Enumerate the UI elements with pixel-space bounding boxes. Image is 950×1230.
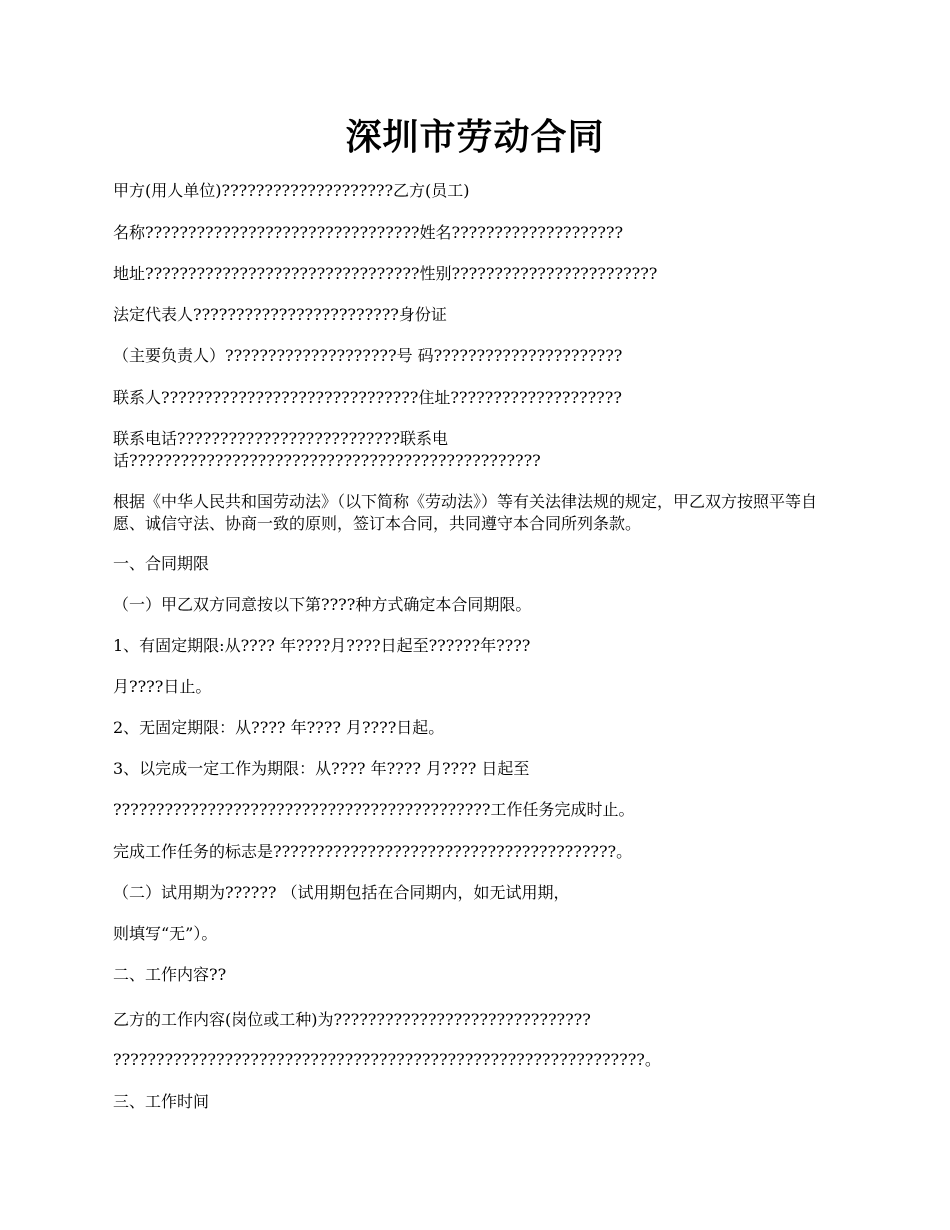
- section-heading-term: 一、合同期限: [113, 554, 210, 573]
- contact-person-line: 联系人??????????????????????????????住址????????????????????: [113, 388, 622, 407]
- legal-representative-line: 法定代表人????????????????????????身份证: [113, 305, 447, 324]
- address-line: 地址????????????????????????????????性别????????????????????????: [113, 264, 658, 283]
- work-content-line-end: ??????????????????????????????????????????????????????????????。: [113, 1050, 661, 1069]
- section-heading-work-time: 三、工作时间: [113, 1092, 210, 1111]
- party-header-line: 甲方(用人单位)????????????????????乙方(员工): [113, 181, 470, 200]
- task-term-line: 3、以完成一定工作为期限：从???? 年???? 月???? 日起至: [113, 759, 530, 778]
- open-term-line: 2、无固定期限：从???? 年???? 月????日起。: [113, 718, 445, 737]
- principal-line: （主要负责人）????????????????????号 码??????????????????????: [113, 346, 623, 365]
- task-term-line-end: ????????????????????????????????????????????工作任务完成时止。: [113, 800, 635, 819]
- term-clause-1: （一）甲乙双方同意按以下第????种方式确定本合同期限。: [113, 595, 532, 614]
- task-completion-mark-line: 完成工作任务的标志是????????????????????????????????????????。: [113, 842, 633, 861]
- document-title: 深圳市劳动合同: [345, 116, 605, 158]
- preamble-paragraph: 根据《中华人民共和国劳动法》（以下简称《劳动法》）等有关法律法规的规定，甲乙双方按照平等自愿、诚信守法、协商一致的原则，签订本合同，共同遵守本合同所列条款。: [113, 492, 818, 533]
- name-line: 名称????????????????????????????????姓名????????????????????: [113, 223, 624, 242]
- fixed-term-line: 1、有固定期限:从???? 年????月????日起至??????年????: [113, 636, 531, 655]
- fixed-term-line-end: 月????日止。: [113, 677, 212, 696]
- work-content-line: 乙方的工作内容(岗位或工种)为??????????????????????????????: [113, 1010, 591, 1029]
- contact-phone-line: 联系电话??????????????????????????联系电话????????????????????????????????????????????????: [113, 429, 541, 470]
- probation-line-end: 则填写“无”）。: [113, 924, 218, 943]
- probation-line: （二）试用期为?????? （试用期包括在合同期内，如无试用期，: [113, 883, 570, 902]
- section-heading-work-content: 二、工作内容??: [113, 965, 227, 984]
